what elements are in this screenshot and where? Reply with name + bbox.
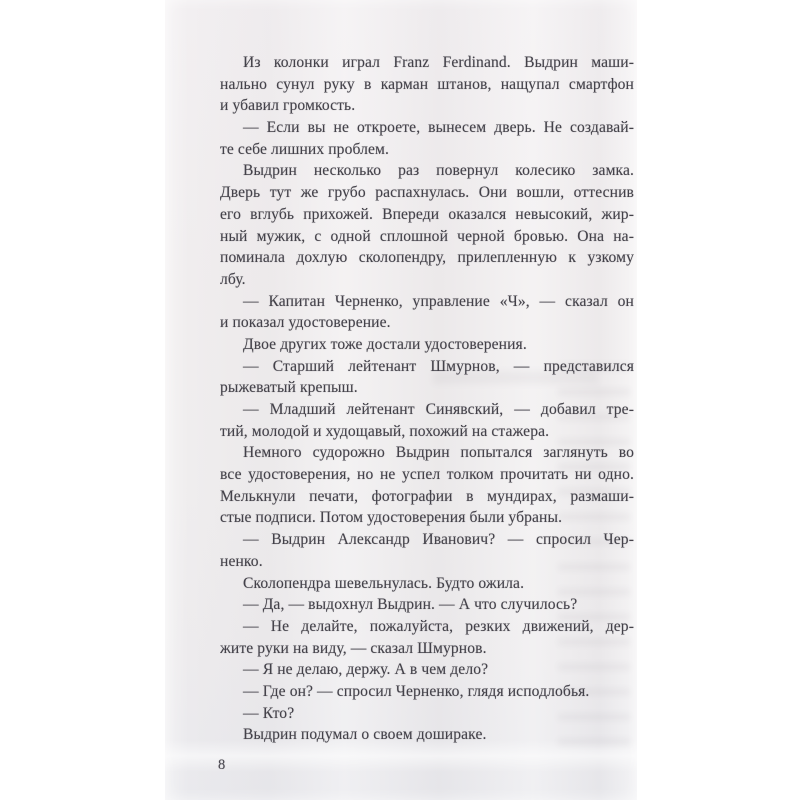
paragraph — [220, 442, 634, 529]
paragraph — [220, 291, 634, 334]
text-line: поминала дохлую сколопендру, прилепленную к узкому — [220, 249, 634, 267]
paragraph — [220, 399, 634, 442]
paragraph — [220, 594, 634, 616]
text-line: Выдрин подумал о своем дошираке. — [243, 726, 487, 744]
paragraph — [220, 356, 634, 399]
paragraph — [220, 681, 634, 703]
text-line: рыжеватый крепыш. — [220, 379, 358, 397]
text-line: жите руки на виду, — сказал Шмурнов. — [220, 639, 487, 657]
text-line: — Да, — выдохнул Выдрин. — А что случилось? — [243, 596, 578, 614]
paragraph — [220, 616, 634, 659]
text-line: Мелькнули печати, фотографии в мундирах, размаши- — [220, 487, 634, 505]
text-line: Двое других тоже достали удостоверения. — [243, 335, 527, 353]
text-line: — Выдрин Александр Иванович? — спросил Чер- — [243, 531, 634, 549]
text-line: нально сунул руку в карман штанов, нащупал смартфон — [220, 75, 634, 93]
text-line: — Младший лейтенант Синявский, — добавил тре- — [243, 401, 634, 418]
book-page-photo — [165, 0, 637, 800]
page-number: 8 — [218, 757, 226, 773]
text-line: и показал удостоверение. — [220, 314, 391, 332]
paragraph — [220, 724, 634, 746]
text-line: — Если вы не откроете, вынесем дверь. Не создавай- — [243, 119, 634, 137]
text-line: — Где он? — спросил Черненко, глядя исподлобья. — [243, 682, 590, 700]
paragraph — [220, 529, 634, 572]
text-line: ненко. — [220, 552, 263, 570]
paragraph — [220, 703, 634, 725]
text-line: — Не делайте, пожалуйста, резких движений, дер- — [243, 617, 634, 635]
paragraph — [220, 573, 634, 595]
paragraph — [220, 52, 634, 117]
text-line: — Капитан Черненко, управление «Ч», — сказал он — [243, 292, 634, 310]
text-line: лбу. — [220, 270, 246, 288]
page-text-block — [220, 52, 634, 746]
text-line: те себе лишних проблем. — [220, 140, 389, 158]
text-line: и убавил громкость. — [220, 97, 356, 115]
text-line: все удостоверения, но не успел толком прочитать ни одно. — [220, 466, 634, 484]
text-line: Выдрин несколько раз повернул колесико замка. — [243, 162, 634, 180]
text-line: — Я не делаю, держу. А в чем дело? — [243, 661, 489, 679]
text-line: ный мужик, с одной сплошной черной бровью. Она на- — [220, 227, 634, 245]
text-line: — Кто? — [243, 704, 295, 722]
text-line: тий, молодой и худощавый, похожий на стажера. — [220, 422, 550, 440]
text-line: Сколопендра шевельнулась. Будто ожила. — [243, 574, 525, 592]
paragraph — [220, 334, 634, 356]
text-line: его вглубь прихожей. Впереди оказался невысокий, жир- — [220, 205, 634, 223]
paragraph — [220, 160, 634, 290]
paragraph — [220, 117, 634, 160]
text-line: Дверь тут же грубо распахнулась. Они вошли, оттеснив — [220, 184, 634, 202]
text-line: Немного судорожно Выдрин попытался заглянуть во — [243, 444, 634, 462]
text-line: стые подписи. Потом удостоверения были убраны. — [220, 509, 563, 527]
text-line: Из колонки играл Franz Ferdinand. Выдрин маши- — [243, 54, 634, 71]
text-line: — Старший лейтенант Шмурнов, — представился — [243, 357, 634, 375]
paragraph — [220, 659, 634, 681]
